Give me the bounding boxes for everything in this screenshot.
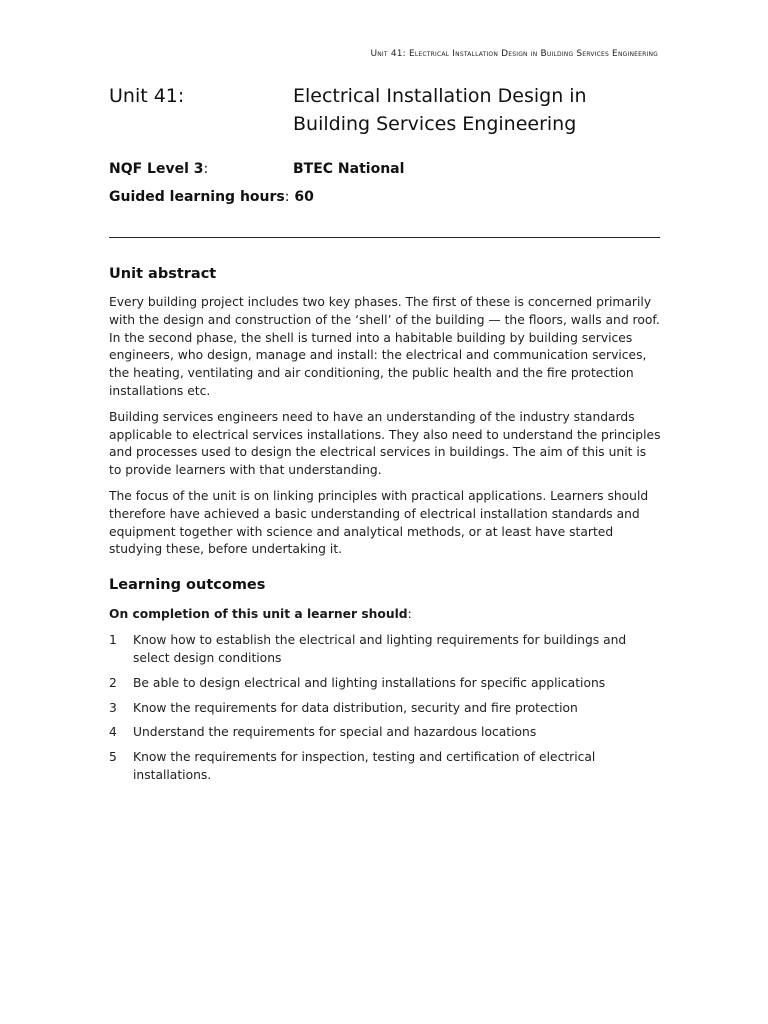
outcome-number: 2	[109, 675, 117, 690]
unit-title-line-1: Electrical Installation Design in	[293, 85, 587, 107]
unit-title-block	[109, 82, 669, 138]
learning-outcomes-section	[109, 577, 661, 785]
outcomes-lead: On completion of this unit a learner should:	[109, 607, 412, 622]
running-header: Unit 41: Electrical Installation Design in Building Services Engineering	[370, 49, 658, 59]
nqf-level-row: NQF Level 3: BTEC National	[109, 155, 669, 183]
outcome-text: Know how to establish the electrical and lighting requirements for buildings and select design conditions	[133, 633, 627, 665]
guided-hours-label: Guided learning hours	[109, 189, 285, 205]
outcome-number: 3	[109, 700, 117, 715]
divider	[109, 237, 660, 238]
outcome-number: 1	[109, 633, 117, 648]
outcome-text: Be able to design electrical and lighting installations for specific applications	[133, 675, 606, 690]
outcome-number: 5	[109, 750, 117, 765]
outcomes-heading: Learning outcomes	[109, 577, 266, 594]
list-item	[109, 724, 661, 742]
abstract-paragraph: Building services engineers need to have an understanding of the industry standards applicable to electrical services installations. They also need to understand the principles and processes used to design the electrical services in buildings. The aim of this unit is to provide learners with that understanding.	[109, 409, 661, 478]
list-item	[109, 700, 661, 718]
unit-title	[293, 82, 669, 138]
outcome-text: Understand the requirements for special and hazardous locations	[133, 725, 537, 740]
outcomes-list	[109, 632, 661, 785]
outcome-text: Know the requirements for inspection, testing and certification of electrical installations.	[133, 750, 596, 782]
guided-hours-value: 60	[294, 189, 314, 205]
abstract-paragraph: Every building project includes two key phases. The first of these is concerned primarily with the design and construction of the ‘shell’ of the building — the floors, walls and roof. In the second phase, the shell is turned into a habitable building by building services engineers, who design, manage and install: the electrical and communication services, the heating, ventilating and air conditioning, the public health and the fire protection installations etc.	[109, 295, 660, 398]
main-content	[109, 266, 661, 792]
outcome-number: 4	[109, 725, 117, 740]
list-item	[109, 749, 661, 785]
nqf-level-value: BTEC National	[293, 161, 405, 177]
unit-meta	[109, 155, 669, 211]
unit-number: Unit 41:	[109, 85, 185, 107]
abstract-paragraph: The focus of the unit is on linking principles with practical applications. Learners should therefore have achieved a basic understanding of electrical installation standards and equipment together with science and analytical methods, or at least have started studying these, before undertaking it.	[109, 488, 649, 557]
list-item	[109, 675, 661, 693]
abstract-heading: Unit abstract	[109, 266, 217, 282]
unit-title-line-2: Building Services Engineering	[293, 113, 577, 135]
guided-hours-row: Guided learning hours: 60	[109, 183, 669, 211]
list-item	[109, 632, 661, 668]
nqf-level-label: NQF Level 3	[109, 161, 204, 177]
outcome-text: Know the requirements for data distribution, security and fire protection	[133, 700, 578, 715]
